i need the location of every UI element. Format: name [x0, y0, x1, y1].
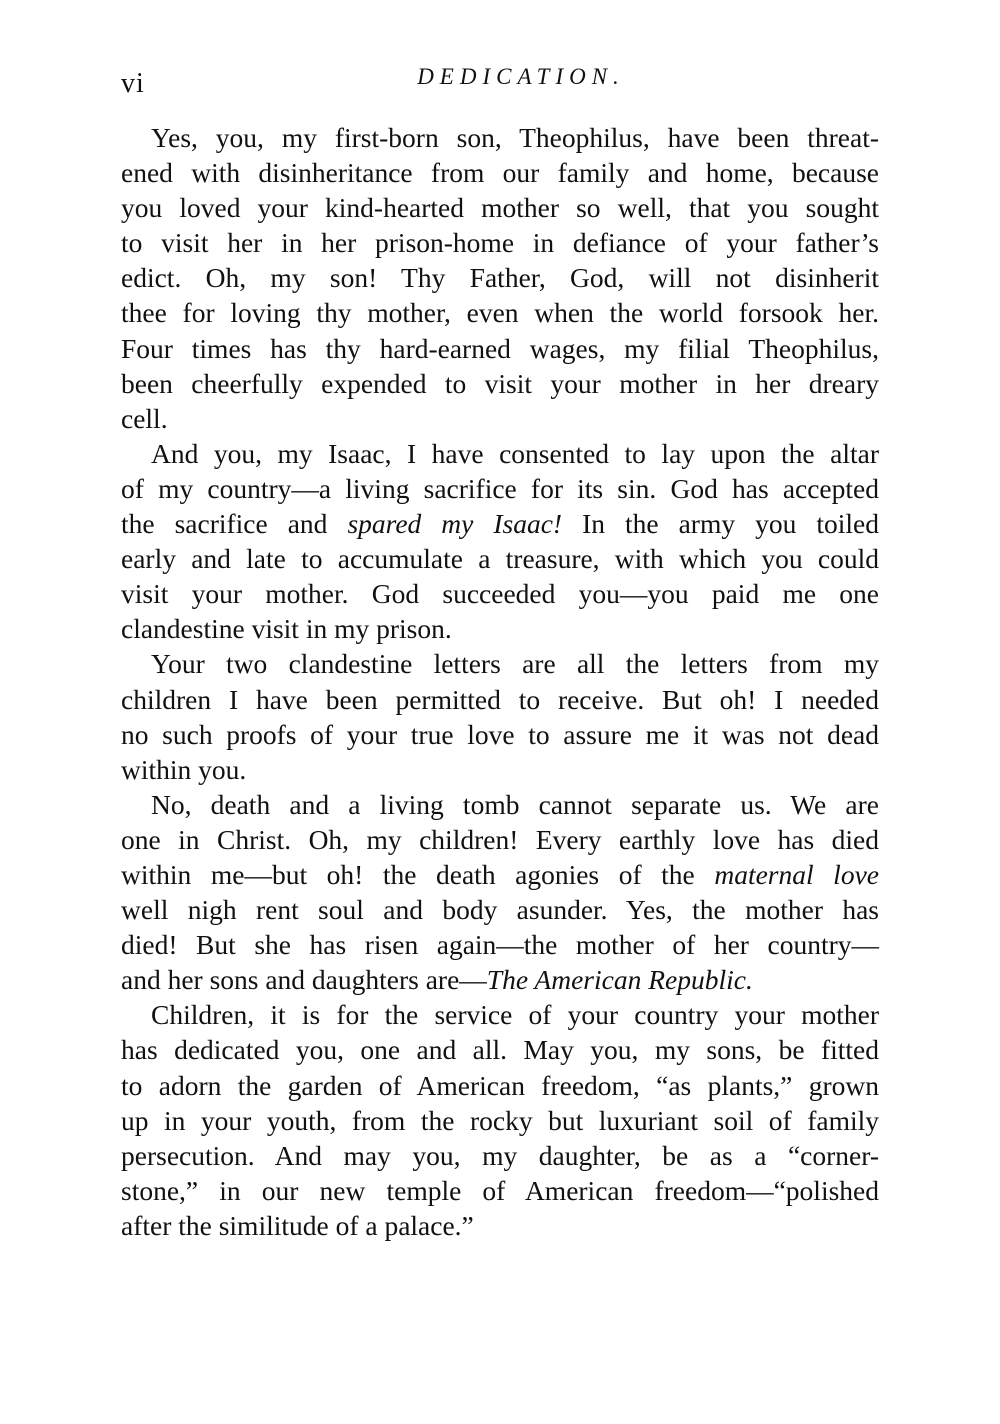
- text-line: [121, 962, 879, 997]
- page-number: vi: [121, 68, 145, 99]
- text-run: thee for loving thy mother, even when the world forsook her.: [121, 297, 879, 329]
- text-run: been cheerfully expended to visit your mother in her dreary: [121, 367, 879, 399]
- text-line: [121, 1068, 879, 1103]
- text-line: [121, 1208, 879, 1243]
- text-line: [121, 260, 879, 295]
- text-run: to visit her in her prison-home in defiance of your father’s: [121, 227, 879, 259]
- italic-text: spared my Isaac!: [347, 508, 563, 540]
- text-run: ened with disinheritance from our family and home, because: [121, 157, 879, 189]
- text-run: up in your youth, from the rocky but luxuriant soil of family: [121, 1104, 879, 1136]
- text-line: [121, 541, 879, 576]
- text-line: [121, 155, 879, 190]
- text-line: [121, 857, 879, 892]
- text-line: [121, 646, 879, 681]
- text-line: [121, 822, 879, 857]
- running-head: [121, 62, 881, 102]
- section-title: DEDICATION.: [417, 64, 625, 89]
- text-run: cell.: [121, 402, 168, 434]
- dedication-text: [121, 120, 879, 1243]
- text-line: [121, 366, 879, 401]
- text-run: early and late to accumulate a treasure, with which you could: [121, 543, 879, 575]
- text-line: [121, 717, 879, 752]
- italic-text: The American Republic.: [486, 964, 753, 996]
- text-line: [121, 1173, 879, 1208]
- italic-text: maternal love: [714, 858, 879, 890]
- text-run: stone,” in our new temple of American freedom—“polished: [121, 1174, 879, 1206]
- text-line: [121, 120, 879, 155]
- text-run: clandestine visit in my prison.: [121, 613, 452, 645]
- text-line: [121, 331, 879, 366]
- text-line: [121, 1103, 879, 1138]
- text-line: [121, 997, 879, 1032]
- text-run: and her sons and daughters are—: [121, 964, 487, 996]
- text-line: [121, 506, 879, 541]
- text-run: visit your mother. God succeeded you—you paid me one: [121, 578, 879, 610]
- text-run: to adorn the garden of American freedom, “as plants,” grown: [121, 1069, 879, 1101]
- text-run: persecution. And may you, my daughter, be as a “corner-: [121, 1139, 879, 1171]
- text-line: [121, 752, 879, 787]
- text-line: [121, 927, 879, 962]
- paragraph: [121, 787, 879, 998]
- paragraph: [121, 120, 879, 436]
- text-run: And you, my Isaac, I have consented to lay upon the altar: [151, 437, 879, 469]
- text-run: Yes, you, my first-born son, Theophilus, have been threat-: [151, 122, 879, 153]
- text-line: [121, 892, 879, 927]
- text-run: Four times has thy hard-earned wages, my filial Theophilus,: [121, 332, 879, 364]
- text-run: children I have been permitted to receive. But oh! I needed: [121, 683, 879, 715]
- paragraph: [121, 997, 879, 1243]
- text-line: [121, 611, 879, 646]
- text-line: [121, 225, 879, 260]
- text-run: no such proofs of your true love to assure me it was not dead: [121, 718, 879, 750]
- text-run: one in Christ. Oh, my children! Every earthly love has died: [121, 823, 879, 855]
- text-run: the sacrifice and: [121, 508, 348, 540]
- text-run: edict. Oh, my son! Thy Father, God, will not disinherit: [121, 262, 879, 294]
- text-run: died! But she has risen again—the mother of her country—: [121, 929, 879, 961]
- text-line: [121, 190, 879, 225]
- text-line: [121, 1032, 879, 1067]
- text-line: [121, 1138, 879, 1173]
- text-run: you loved your kind-hearted mother so well, that you sought: [121, 192, 879, 224]
- paragraph: [121, 436, 879, 647]
- text-run: has dedicated you, one and all. May you, my sons, be fitted: [121, 1034, 879, 1066]
- text-line: [121, 295, 879, 330]
- paragraph: [121, 646, 879, 786]
- text-line: [121, 436, 879, 471]
- text-line: [121, 682, 879, 717]
- text-line: [121, 787, 879, 822]
- text-run: No, death and a living tomb cannot separate us. We are: [151, 788, 879, 820]
- text-line: [121, 401, 879, 436]
- text-line: [121, 576, 879, 611]
- text-run: after the similitude of a palace.”: [121, 1209, 474, 1241]
- text-run: well nigh rent soul and body asunder. Yes, the mother has: [121, 894, 879, 926]
- text-run: Children, it is for the service of your country your mother: [151, 999, 879, 1031]
- text-run: Your two clandestine letters are all the letters from my: [151, 648, 879, 680]
- text-run: within you.: [121, 753, 247, 785]
- text-run: within me—but oh! the death agonies of the: [121, 858, 715, 890]
- text-run: In the army you toiled: [562, 508, 879, 540]
- text-line: [121, 471, 879, 506]
- text-run: of my country—a living sacrifice for its sin. God has accepted: [121, 472, 879, 504]
